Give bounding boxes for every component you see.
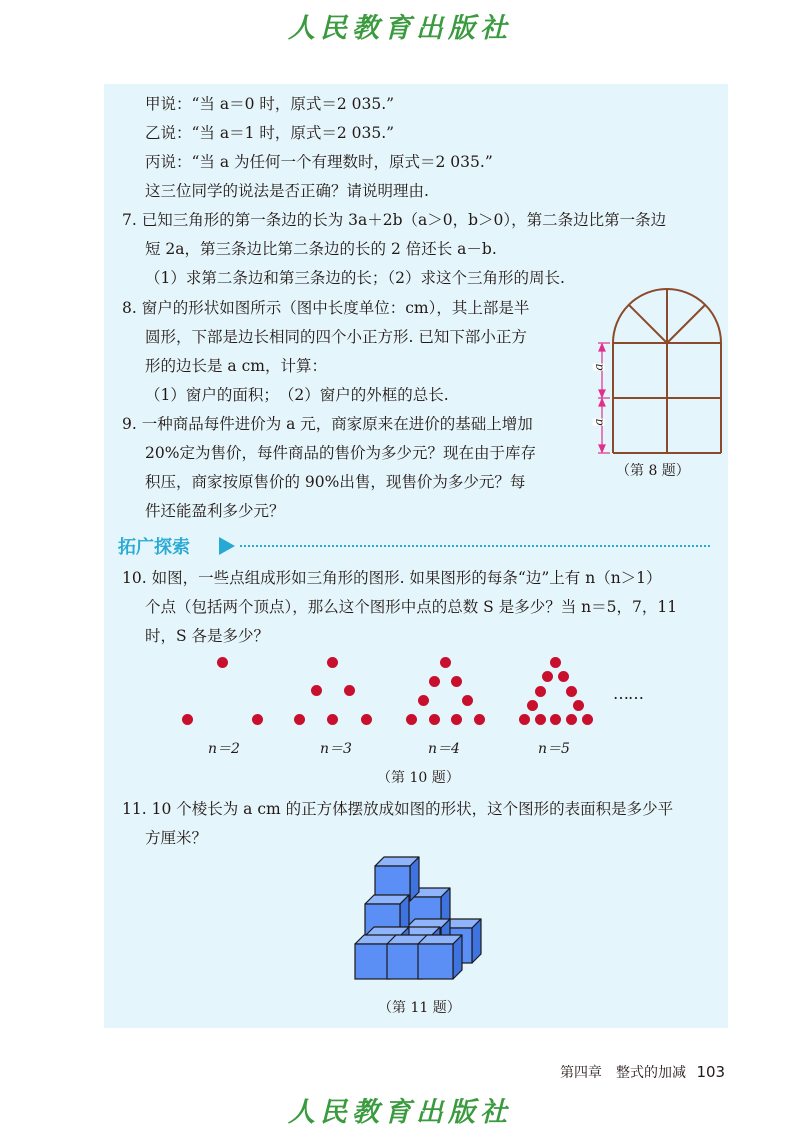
text-line: 积压，商家按原售价的 90%出售，现售价为多少元？每 xyxy=(145,473,526,491)
dot xyxy=(327,657,338,668)
chapter-title: 第四章 整式的加减 xyxy=(560,1065,686,1081)
dot xyxy=(566,686,577,697)
page-number: 103 xyxy=(696,1063,726,1081)
dot xyxy=(542,671,553,682)
arrow-icon xyxy=(219,537,235,555)
problem-10-line: 10. 如图，一些点组成形如三角形的图形. 如果图形的每条“边”上有 n（n＞1） xyxy=(122,569,662,587)
problem-9-line: 9. 一种商品每件进价为 a 元，商家原来在进价的基础上增加 xyxy=(122,415,533,433)
n-label: n＝3 xyxy=(320,741,352,757)
text-line: 个点（包括两个顶点），那么这个图形中点的总数 S 是多少？当 n＝5，7，11 xyxy=(145,598,678,616)
dot xyxy=(474,714,485,725)
text-line: 这三位同学的说法是否正确？请说明理由. xyxy=(145,182,429,200)
text-line: 甲说：“当 a＝0 时，原式＝2 035.” xyxy=(145,95,395,113)
text-line: 形的边长是 a cm，计算： xyxy=(145,357,327,375)
figure-caption: （第 11 题） xyxy=(378,1000,461,1016)
window-figure xyxy=(580,284,730,464)
dot xyxy=(294,714,305,725)
text-line: 乙说：“当 a＝1 时，原式＝2 035.” xyxy=(145,124,395,142)
figure-caption: （第 10 题） xyxy=(377,770,460,786)
dot xyxy=(550,714,561,725)
dot xyxy=(451,676,462,687)
text-line: 丙说：“当 a 为任何一个有理数时，原式＝2 035.” xyxy=(145,153,493,171)
n-label: n＝4 xyxy=(428,741,460,757)
problem-11-line: 11. 10 个棱长为 a cm 的正方体摆放成如图的形状，这个图形的表面积是多少平 xyxy=(122,800,674,818)
dot xyxy=(327,714,338,725)
dot xyxy=(527,700,538,711)
problem-8-line: 8. 窗户的形状如图所示（图中长度单位：cm），其上部是半 xyxy=(122,299,530,317)
text-line: 方厘米？ xyxy=(145,829,208,847)
cubes-figure xyxy=(350,855,490,985)
n-label: n＝2 xyxy=(208,741,240,757)
ellipsis: …… xyxy=(613,684,643,703)
dot xyxy=(582,714,593,725)
problem-7-line: 7. 已知三角形的第一条边的长为 3a＋2b（a＞0，b＞0），第二条边比第一条边 xyxy=(122,211,667,229)
dot xyxy=(252,714,263,725)
dot xyxy=(440,657,451,668)
dot xyxy=(573,700,584,711)
dot xyxy=(406,714,417,725)
dot xyxy=(182,714,193,725)
page-footer xyxy=(560,1062,725,1082)
dot xyxy=(550,657,561,668)
dot xyxy=(535,686,546,697)
dimension-label: a xyxy=(591,363,606,371)
text-line: 短 2a，第三条边比第二条边的长的 2 倍还长 a－b. xyxy=(145,240,497,258)
dot xyxy=(566,714,577,725)
text-line: （1）求第二条边和第三条边的长；（2）求这个三角形的周长. xyxy=(145,269,565,287)
dot xyxy=(429,714,440,725)
dot xyxy=(451,714,462,725)
text-line: 件还能盈利多少元？ xyxy=(145,502,285,520)
dot xyxy=(462,695,473,706)
dimension-label: a xyxy=(591,418,606,426)
figure-caption: （第 8 题） xyxy=(616,463,690,479)
publisher-header: 人民教育出版社 xyxy=(288,13,512,44)
text-line: 20%定为售价，每件商品的售价为多少元？现在由于库存 xyxy=(145,444,536,462)
text-line: 时，S 各是多少？ xyxy=(145,627,270,645)
publisher-footer: 人民教育出版社 xyxy=(288,1097,512,1128)
text-line: 圆形，下部是边长相同的四个小正方形. 已知下部小正方 xyxy=(145,328,527,346)
section-divider xyxy=(240,545,710,547)
dot xyxy=(558,671,569,682)
dot xyxy=(361,714,372,725)
section-title-extension: 拓广探索 xyxy=(118,537,190,558)
dot xyxy=(535,714,546,725)
dot xyxy=(217,657,228,668)
dot xyxy=(519,714,530,725)
dot xyxy=(418,695,429,706)
dot xyxy=(344,685,355,696)
n-label: n＝5 xyxy=(538,741,570,757)
dot xyxy=(311,685,322,696)
text-line: （1）窗户的面积； （2）窗户的外框的总长. xyxy=(145,386,449,404)
dot xyxy=(429,676,440,687)
